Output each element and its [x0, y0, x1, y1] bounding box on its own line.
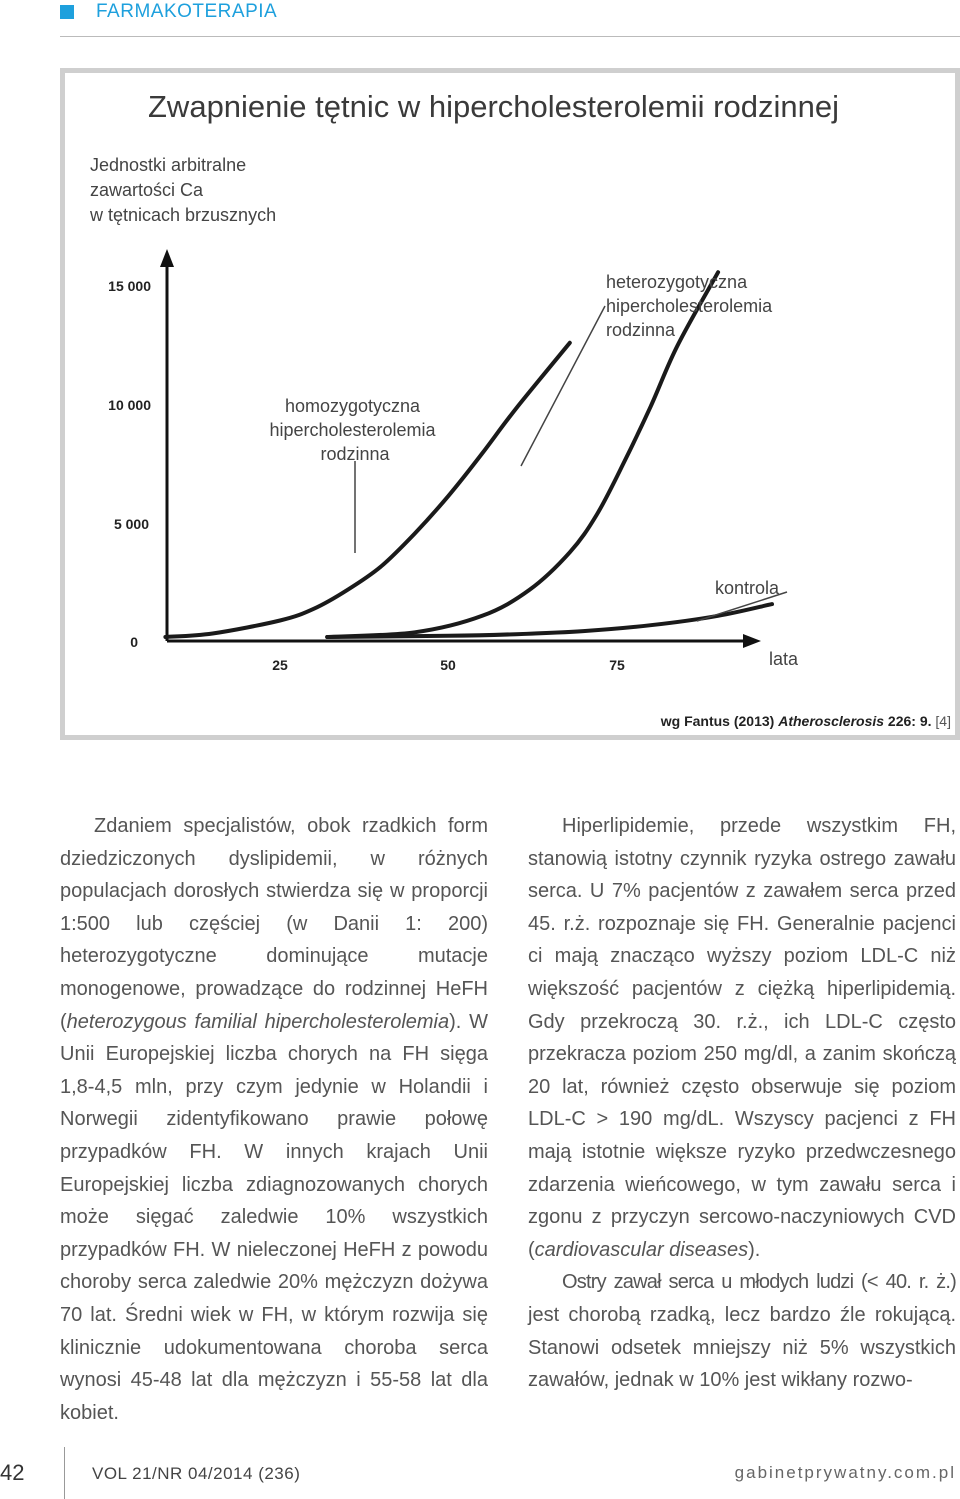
y-label-line: Jednostki arbitralne [90, 155, 247, 175]
figure-box [60, 68, 960, 740]
text-run-italic: cardiovascular diseases [534, 1238, 749, 1261]
y-axis-arrow-icon [160, 249, 174, 267]
section-title: FARMAKOTERAPIA [96, 1, 278, 22]
text-run-italic: heterozygous familial hipercholesterolemia [66, 1010, 450, 1033]
x-axis-arrow-icon [743, 634, 761, 648]
source-suffix: 226: 9. [884, 713, 932, 729]
y-tick-label: 15 000 [108, 278, 151, 294]
paragraph [528, 810, 956, 1266]
y-tick-label: 10 000 [108, 397, 151, 413]
text-run: ). [748, 1238, 761, 1261]
x-axis-label: lata [769, 649, 799, 669]
page-number: 42 [0, 1460, 25, 1485]
source-reference: [4] [931, 713, 951, 729]
footer-divider [64, 1447, 65, 1499]
y-label-line: w tętnicach brzusznych [90, 205, 277, 225]
text-run: Zdaniem specjalistów, obok rzadkich form dziedziczonych dyslipidemii, w różnych populacjach dorosłych stwierdza się w proporcji 1:500 lub częściej (w Danii 1: 200) heterozygotyczne dominujące mutacje monogenowe, prowadzące do rodzinnej HeFH ( [60, 815, 488, 1033]
source-prefix: wg Fantus (2013) [660, 713, 779, 729]
y-label-line: zawartości Ca [90, 180, 204, 200]
annotation-line: hipercholesterolemia [269, 420, 436, 440]
paragraph [60, 810, 488, 1429]
y-tick-label: 0 [130, 634, 138, 650]
section-header [60, 0, 277, 24]
series-line-control [327, 604, 772, 637]
annotation-homo [269, 396, 440, 464]
annotation-line: rodzinna [320, 444, 390, 464]
text-run: jest chorobą rzadką, lecz bardzo źle rokującą. Stanowi odsetek mniejszy niż 5% wszystkich zawałów, jednak w 10% jest wikłany rozwo- [528, 1303, 956, 1392]
y-tick-label: 5 000 [113, 516, 149, 532]
text-column-left [60, 810, 488, 1429]
section-marker-icon [60, 5, 74, 19]
annotation-line: hipercholesterolemia [606, 296, 773, 316]
text-run: Hiperlipidemie, przede wszystkim FH, stanowią istotny czynnik ryzyka ostrego zawału serca. U 7% pacjentów z zawałem serca przed 45. r.ż. rozpoznaje się FH. Generalnie pacjenci ci mają znacząco wyższy poziom LDL-C niż większość pacjentów z ciężką hiperlipidemią. Gdy przekroczą 30. r.ż., ich LDL-C często przekracza poziom 250 mg/dl, a zanim skończą 20 lat, również często obserwuje się poziom LDL-C > 190 mg/dL. Wszyscy pacjenci z FH mają istotnie większe ryzyko przedwczesnego zdarzenia wieńcowego, w tym zawału serca i zgonu z przyczyn sercowo-naczyniowych CVD ( [528, 815, 956, 1261]
text-column-right [528, 810, 956, 1397]
calcification-chart [65, 73, 955, 735]
text-run: ). W Unii Europejskiej liczba chorych na FH sięga 1,8-4,5 mln, przy czym jedynie w Holandii i Norwegii zidentyfikowano prawie połowę przypadków FH. W innych krajach Unii Europejskiej liczba zdiagnozowanych chorych może sięgać zaledwie 10% wszystkich przypadków FH. W nieleczonej HeFH z powodu choroby serca zaledwie 20% mężczyzn dożywa 70 lat. Średni wiek w FH, w którym rozwija się klinicznie udokumentowana choroba serca wynosi 45-48 lat dla mężczyzn i 55-58 lat dla kobiet. [60, 1010, 488, 1424]
text-run: Ostry zawał serca u młodych ludzi (< 40. r. ż.) [562, 1271, 956, 1294]
x-tick-label: 50 [440, 657, 456, 673]
annotation-hetero [606, 272, 777, 340]
annotation-control: kontrola [715, 578, 780, 598]
annotation-line: homozygotyczna [284, 396, 421, 416]
x-tick-label: 25 [272, 657, 288, 673]
journal-issue: VOL 21/NR 04/2014 (236) [92, 1464, 301, 1483]
annotation-line: rodzinna [606, 320, 676, 340]
x-tick-label: 75 [609, 657, 625, 673]
figure-source [661, 713, 951, 729]
annotation-line: heterozygotyczna [606, 272, 748, 292]
site-url: gabinetprywatny.com.pl [734, 1463, 956, 1482]
paragraph [528, 1266, 956, 1396]
series-line-homozygous [165, 343, 569, 637]
source-journal: Atherosclerosis [778, 713, 885, 729]
header-divider [60, 36, 960, 37]
figure-title: Zwapnienie tętnic w hipercholesterolemii rodzinnej [148, 89, 839, 124]
